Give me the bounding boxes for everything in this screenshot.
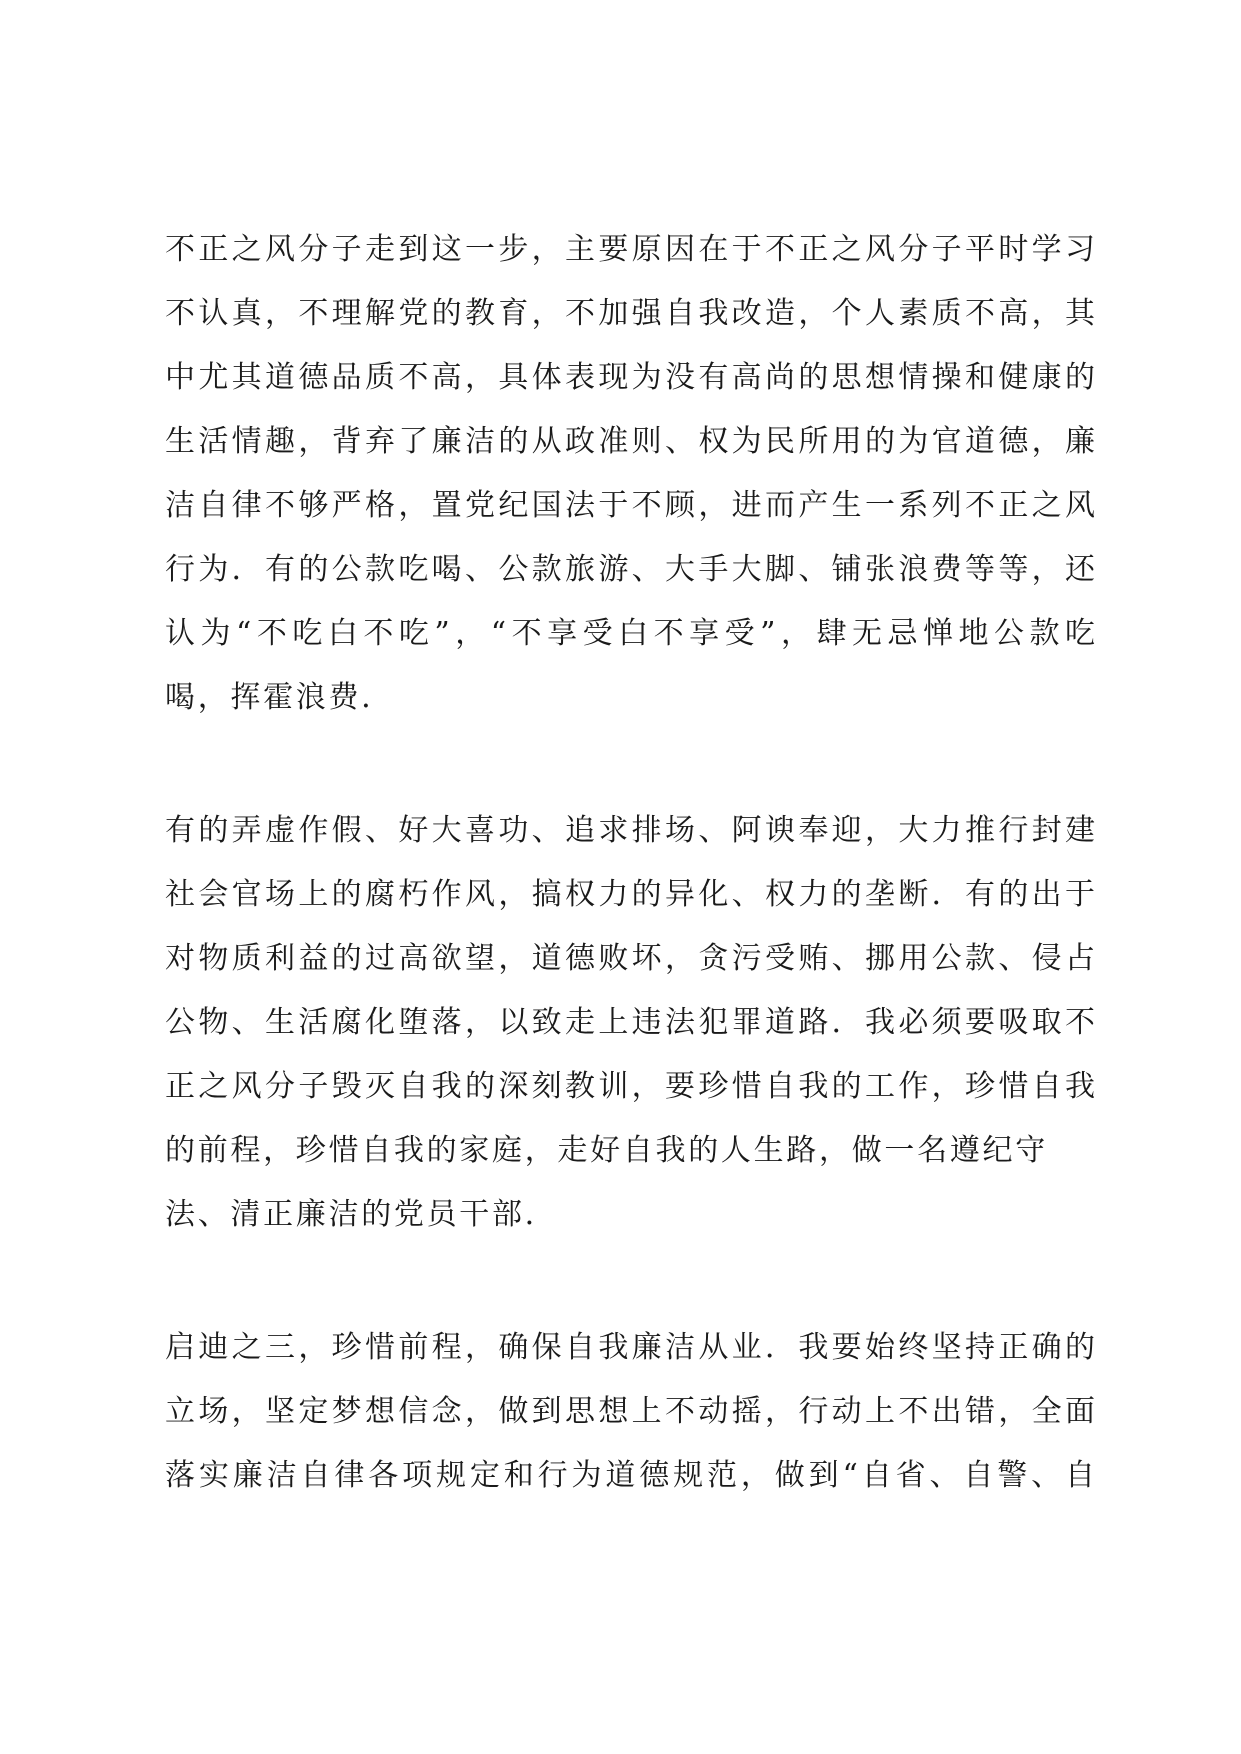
text-line: 的前程，珍惜自我的家庭，走好自我的人生路，做一名遵纪守 bbox=[165, 1133, 1048, 1168]
text-line: 对物质利益的过高欲望，道德败坏，贪污受贿、挪用公款、侵占 bbox=[165, 941, 1095, 976]
text-line: 有的弄虚作假、好大喜功、追求排场、阿谀奉迎，大力推行封建 bbox=[165, 813, 1095, 848]
text-line: 生活情趣，背弃了廉洁的从政准则、权为民所用的为官道德，廉 bbox=[165, 424, 1095, 459]
text-line: 立场，坚定梦想信念，做到思想上不动摇，行动上不出错，全面 bbox=[165, 1394, 1095, 1429]
text-line: 中尤其道德品质不高，具体表现为没有高尚的思想情操和健康的 bbox=[165, 360, 1095, 395]
text-line: 不正之风分子走到这一步，主要原因在于不正之风分子平时学习 bbox=[165, 232, 1095, 267]
text-line: 正之风分子毁灭自我的深刻教训，要珍惜自我的工作，珍惜自我 bbox=[165, 1069, 1095, 1104]
text-line: 社会官场上的腐朽作风，搞权力的异化、权力的垄断．有的出于 bbox=[165, 877, 1095, 912]
paragraph-2 bbox=[165, 799, 1095, 1247]
text-line: 不认真，不理解党的教育，不加强自我改造，个人素质不高，其 bbox=[165, 296, 1095, 331]
text-line: 法、清正廉洁的党员干部． bbox=[165, 1197, 558, 1232]
text-line: 认为“不吃白不吃”，“不享受白不享受”，肆无忌惮地公款吃 bbox=[165, 616, 1095, 651]
text-line: 启迪之三，珍惜前程，确保自我廉洁从业．我要始终坚持正确的 bbox=[165, 1330, 1095, 1365]
text-line: 落实廉洁自律各项规定和行为道德规范，做到“自省、自警、自 bbox=[165, 1458, 1095, 1493]
text-line: 行为．有的公款吃喝、公款旅游、大手大脚、铺张浪费等等，还 bbox=[165, 552, 1095, 587]
paragraph-3 bbox=[165, 1316, 1095, 1508]
text-line: 洁自律不够严格，置党纪国法于不顾，进而产生一系列不正之风 bbox=[165, 488, 1095, 523]
text-line: 喝，挥霍浪费． bbox=[165, 680, 394, 715]
text-line: 公物、生活腐化堕落，以致走上违法犯罪道路．我必须要吸取不 bbox=[165, 1005, 1095, 1040]
paragraph-1 bbox=[165, 218, 1095, 730]
